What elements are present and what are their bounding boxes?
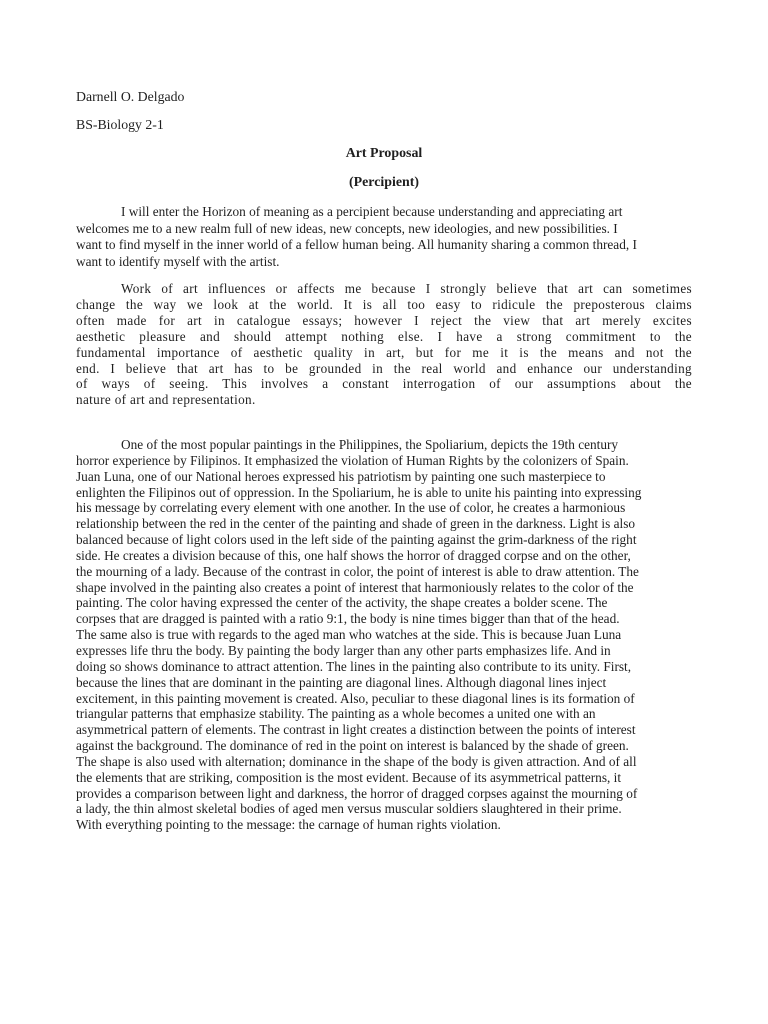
text-line: The shape is also used with alternation; dominance in the shape of the body is given attraction. And of all xyxy=(76,753,637,769)
text-line: aesthetic pleasure and should attempt nothing else. I have a strong commitment to the xyxy=(76,328,692,344)
text-line: end. I believe that art has to be grounded in the real world and enhance our understanding xyxy=(76,360,692,376)
text-line: provides a comparison between light and darkness, the horror of dragged corpses against the mourning of xyxy=(76,785,638,801)
text-line: against the background. The dominance of red in the point on interest is balanced by the shade of green. xyxy=(76,738,629,754)
document-title: Art Proposal xyxy=(345,146,423,161)
text-line: want to identify myself with the artist. xyxy=(76,253,280,269)
text-line: nature of art and representation. xyxy=(76,392,256,408)
paragraph-1 xyxy=(76,204,692,270)
text-line: Juan Luna, one of our National heroes expressed his patriotism by painting one such masterpiece to xyxy=(76,468,606,484)
text-line: expresses life thru the body. By painting the body larger than any other parts emphasizes life. And in xyxy=(76,642,611,658)
text-line: triangular patterns that emphasize stability. The painting as a whole becomes a united one with an xyxy=(76,706,596,722)
paragraph-2 xyxy=(76,281,692,408)
text-line: corpses that are dragged is painted with a ratio 9:1, the body is nine times bigger than that of the head. xyxy=(76,611,620,627)
document-subtitle: (Percipient) xyxy=(349,175,419,190)
text-line: change the way we look at the world. It is all too easy to ridicule the preposterous claims xyxy=(76,296,692,312)
text-line: fundamental importance of aesthetic quality in art, but for me it is the means and not the xyxy=(76,344,692,360)
text-line: relationship between the red in the center of the painting and shade of green in the darkness. Light is also xyxy=(76,516,636,532)
text-line: a lady, the thin almost skeletal bodies of aged men versus muscular soldiers slaughtered in their prime. xyxy=(76,801,622,817)
text-line: horror experience by Filipinos. It emphasized the violation of Human Rights by the colonizers of Spain. xyxy=(76,452,629,468)
text-line: his message by correlating every element with one another. In the use of color, he creates a harmonious xyxy=(76,500,626,516)
text-line: Work of art influences or affects me because I strongly believe that art can sometimes xyxy=(121,281,692,296)
text-line: The same also is true with regards to the aged man who watches at the side. This is because Juan Luna xyxy=(76,627,622,643)
text-line: want to find myself in the inner world of a fellow human being. All humanity sharing a common thread, I xyxy=(76,237,637,252)
text-line: One of the most popular paintings in the Philippines, the Spoliarium, depicts the 19th century xyxy=(121,437,619,452)
text-line: because the lines that are dominant in the painting are diagonal lines. Although diagonal lines inject xyxy=(76,674,607,690)
author-class: BS-Biology 2-1 xyxy=(76,117,164,132)
text-line: I will enter the Horizon of meaning as a percipient because understanding and appreciating art xyxy=(121,204,623,219)
text-line: welcomes me to a new realm full of new ideas, new concepts, new ideologies, and new possibilities. I xyxy=(76,220,618,236)
text-line: side. He creates a division because of this, one half shows the horror of dragged corpse and on the other, xyxy=(76,547,631,563)
paragraph-3 xyxy=(76,437,692,833)
text-line: of ways of seeing. This involves a constant interrogation of our assumptions about the xyxy=(76,376,692,392)
text-line: excitement, in this painting movement is created. Also, peculiar to these diagonal lines is its formation of xyxy=(76,690,635,706)
text-line: asymmetrical pattern of elements. The contrast in light creates a distinction between the points of interest xyxy=(76,722,636,738)
text-line: often made for art in catalogue essays; however I reject the view that art merely excites xyxy=(76,312,692,328)
text-line: the elements that are striking, composition is the most evident. Because of its asymmetrical patterns, it xyxy=(76,769,622,785)
text-line: painting. The color having expressed the center of the activity, the shape creates a bolder scene. The xyxy=(76,595,608,611)
text-line: With everything pointing to the message: the carnage of human rights violation. xyxy=(76,817,501,833)
text-line: balanced because of light colors used in the left side of the painting against the grim-darkness of the right xyxy=(76,532,637,548)
author-name: Darnell O. Delgado xyxy=(76,89,185,104)
text-line: shape involved in the painting also creates a point of interest that harmoniously relates to the color of the xyxy=(76,579,634,595)
text-line: enlighten the Filipinos out of oppression. In the Spoliarium, he is able to unite his painting into expressing xyxy=(76,484,642,500)
text-line: the mourning of a lady. Because of the contrast in color, the point of interest is able to draw attention. The xyxy=(76,563,639,579)
text-line: doing so shows dominance to attract attention. The lines in the painting also contribute to its unity. First, xyxy=(76,658,632,674)
